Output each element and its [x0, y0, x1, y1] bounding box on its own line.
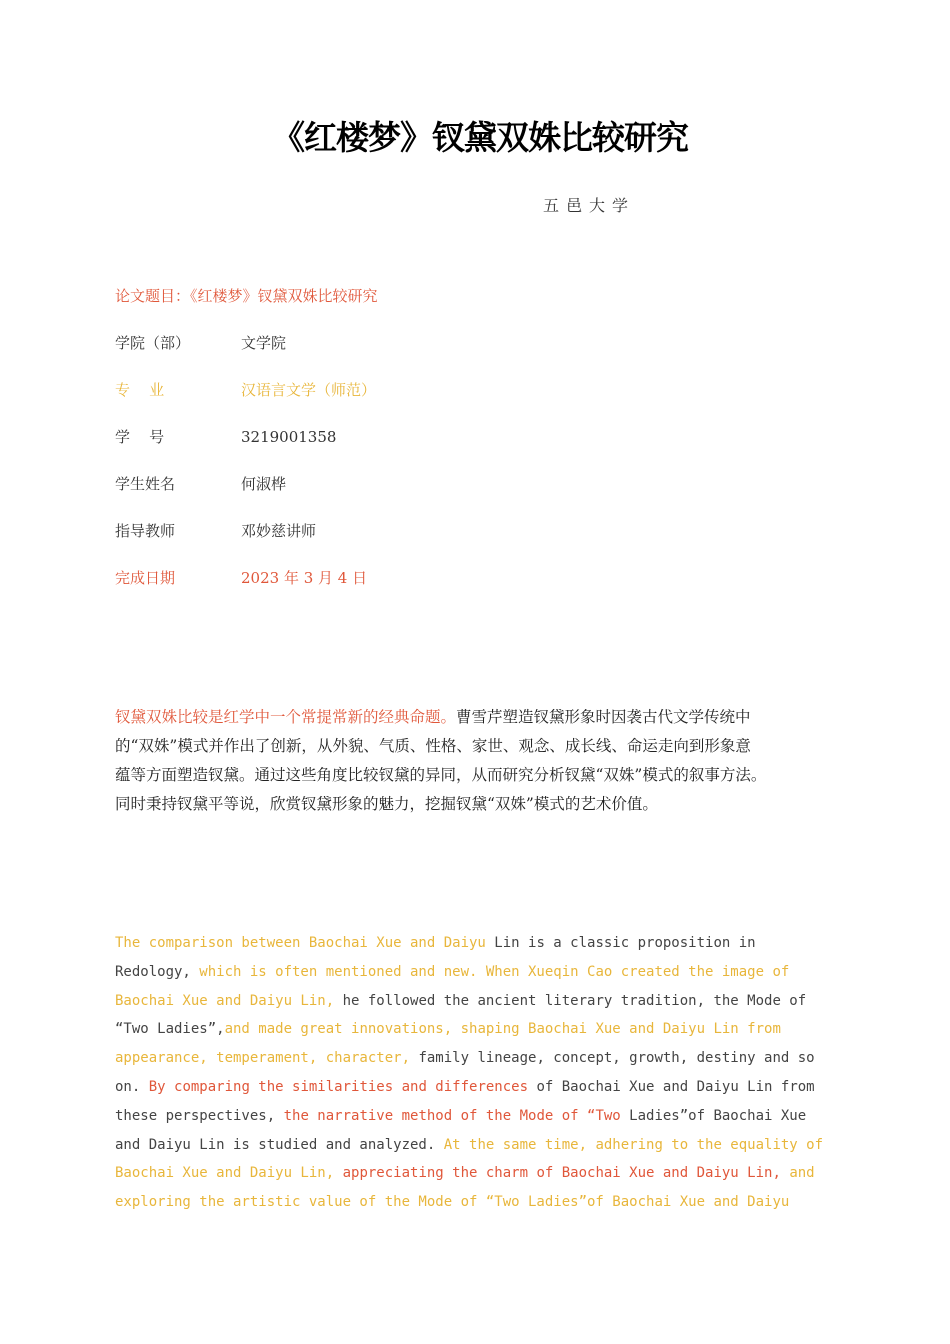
- info-row-college: [115, 329, 815, 376]
- info-value: 文学院: [241, 334, 287, 352]
- abstract-en-line: [115, 1102, 835, 1131]
- info-label: 论文题目：《红楼梦》钗黛双姝比较研究: [115, 287, 378, 305]
- university-name: 五邑大学: [543, 196, 636, 215]
- abstract-en-line: [115, 1044, 835, 1073]
- info-label: 学院（部）: [115, 334, 191, 352]
- info-label: 完成日期: [115, 569, 176, 587]
- highlight-text: 钗黛双姝比较是红学中一个常提常新的经典命题。: [115, 708, 457, 726]
- abstract-en-line: [115, 1015, 835, 1044]
- info-label: 指导教师: [115, 522, 176, 540]
- info-label: 学 号: [115, 428, 165, 446]
- abstract-en-line: exploring the artistic value of the Mode of “Two Ladies”of Baochai Xue and Daiyu: [115, 1194, 790, 1211]
- highlight-text: appearance, temperament, character,: [115, 1050, 411, 1067]
- abstract-text: and Daiyu Lin is studied and analyzed.: [115, 1136, 436, 1153]
- abstract-cn-line: 蕴等方面塑造钗黛。通过这些角度比较钗黛的异同，从而研究分析钗黛“双姝”模式的叙事方法。: [115, 766, 767, 784]
- abstract-text: 曹雪芹塑造钗黛形象时因袭古代文学传统中: [456, 708, 751, 726]
- info-row-student-name: [115, 470, 815, 517]
- page-title: 《红楼梦》钗黛双姝比较研究: [272, 118, 688, 157]
- abstract-chinese: [115, 703, 845, 819]
- abstract-en-line: [115, 958, 835, 987]
- highlight-text: appreciating the charm of Baochai Xue and Daiyu Lin,: [334, 1165, 781, 1182]
- info-value: 邓妙慈讲师: [241, 522, 317, 540]
- info-value: 2023 年 3 月 4 日: [241, 569, 368, 587]
- info-row-completion-date: [115, 564, 815, 611]
- info-row-thesis-title: [115, 282, 815, 329]
- highlight-text: and: [780, 1165, 815, 1182]
- thesis-info-block: [115, 282, 815, 611]
- info-row-advisor: [115, 517, 815, 564]
- info-label: 学生姓名: [115, 475, 176, 493]
- abstract-text: of Baochai Xue and Daiyu Lin from: [528, 1078, 815, 1095]
- abstract-text: these perspectives,: [115, 1107, 276, 1124]
- highlight-text: At the same time, adhering to the equality of: [435, 1136, 824, 1153]
- abstract-english: [115, 929, 835, 1217]
- abstract-text: Redology,: [115, 963, 191, 980]
- highlight-text: The comparison between Baochai Xue and Daiyu: [115, 935, 486, 951]
- highlight-text: Baochai Xue and Daiyu Lin,: [115, 992, 335, 1009]
- info-row-major: [115, 376, 815, 423]
- abstract-en-line: [115, 1073, 835, 1102]
- info-value: 何淑桦: [241, 475, 287, 493]
- highlight-text: which is often mentioned and new. When Xueqin Cao created the image of: [190, 963, 790, 980]
- abstract-en-line: [115, 1131, 835, 1160]
- highlight-text: and made great innovations, shaping Baochai Xue and Daiyu Lin from: [224, 1021, 781, 1038]
- abstract-en-line: [115, 929, 835, 958]
- abstract-cn-line: 的“双姝”模式并作出了创新，从外貌、气质、性格、家世、观念、成长线、命运走向到形象意: [115, 737, 751, 755]
- abstract-text: he followed the ancient literary tradition, the Mode of: [334, 992, 807, 1009]
- info-value: 汉语言文学（师范）: [241, 381, 377, 399]
- abstract-text: Ladies”of Baochai Xue: [620, 1107, 807, 1124]
- abstract-text: on.: [115, 1078, 141, 1095]
- abstract-cn-line: [115, 703, 845, 732]
- abstract-en-line: [115, 987, 835, 1016]
- highlight-text: By comparing the similarities and differences: [140, 1078, 529, 1095]
- info-label: 专 业: [115, 381, 165, 399]
- abstract-cn-line: 同时秉持钗黛平等说，欣赏钗黛形象的魅力，挖掘钗黛“双姝”模式的艺术价值。: [115, 795, 658, 813]
- highlight-text: Baochai Xue and Daiyu Lin,: [115, 1165, 335, 1182]
- abstract-en-line: [115, 1159, 835, 1188]
- abstract-text: “Two Ladies”,: [115, 1021, 225, 1038]
- info-row-student-id: [115, 423, 815, 470]
- highlight-text: the narrative method of the Mode of “Two: [275, 1107, 621, 1124]
- abstract-text: family lineage, concept, growth, destiny and so: [410, 1050, 815, 1067]
- abstract-text: Lin is a classic proposition in: [485, 935, 756, 951]
- info-value: 3219001358: [241, 428, 337, 446]
